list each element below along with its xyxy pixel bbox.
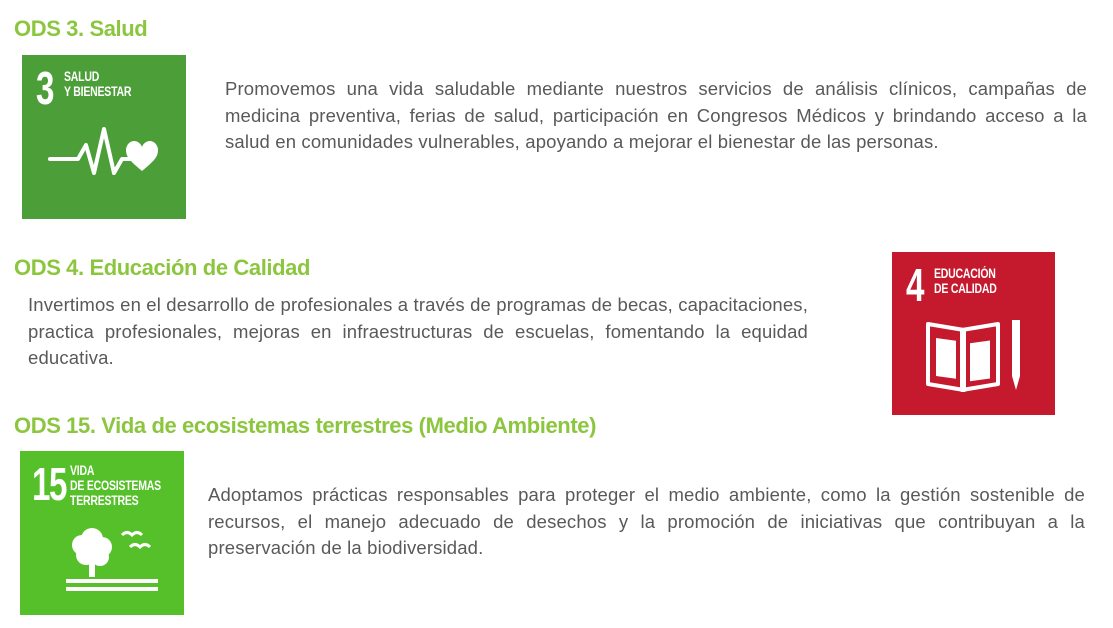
sdg3-number: 3: [36, 62, 53, 114]
tree-birds-icon: [60, 525, 170, 595]
heartbeat-icon: [44, 115, 164, 195]
sdg4-tile: [892, 252, 1055, 415]
sdg3-tile: [22, 55, 186, 219]
book-pencil-icon: [922, 314, 1032, 394]
sdg15-tile: [20, 451, 184, 615]
sdg3-label: SALUD Y BIENESTAR: [64, 69, 132, 99]
section-heading-ods15: ODS 15. Vida de ecosistemas terrestres (Medio Ambiente): [14, 413, 597, 438]
section-text-ods15: Adoptamos prácticas responsables para proteger el medio ambiente, como la gestión sostenible de recursos, el manejo adecuado de desechos y la promoción de iniciativas que contribuyan a la preservación de la biodiversidad.: [208, 484, 1085, 558]
sdg4-number: 4: [906, 259, 923, 311]
sdg15-number: 15: [32, 458, 66, 510]
section-heading-ods4: ODS 4. Educación de Calidad: [14, 255, 311, 280]
sdg15-label: VIDA DE ECOSISTEMAS TERRESTRES: [70, 463, 161, 508]
section-heading-ods3: ODS 3. Salud: [14, 16, 148, 41]
section-text-ods4: Invertimos en el desarrollo de profesionales a través de programas de becas, capacitaciones, practica profesionales, mejoras en infraestructuras de escuelas, fomentando la equidad educativa.: [28, 294, 808, 368]
sdg4-label: EDUCACIÓN DE CALIDAD: [934, 266, 997, 296]
section-text-ods3: Promovemos una vida saludable mediante nuestros servicios de análisis clínicos, campañas de medicina preventiva, ferias de salud, participación en Congresos Médicos y brindando acceso a la salud en comunidades vulnerables, apoyando a mejorar el bienestar de las personas.: [225, 78, 1087, 152]
